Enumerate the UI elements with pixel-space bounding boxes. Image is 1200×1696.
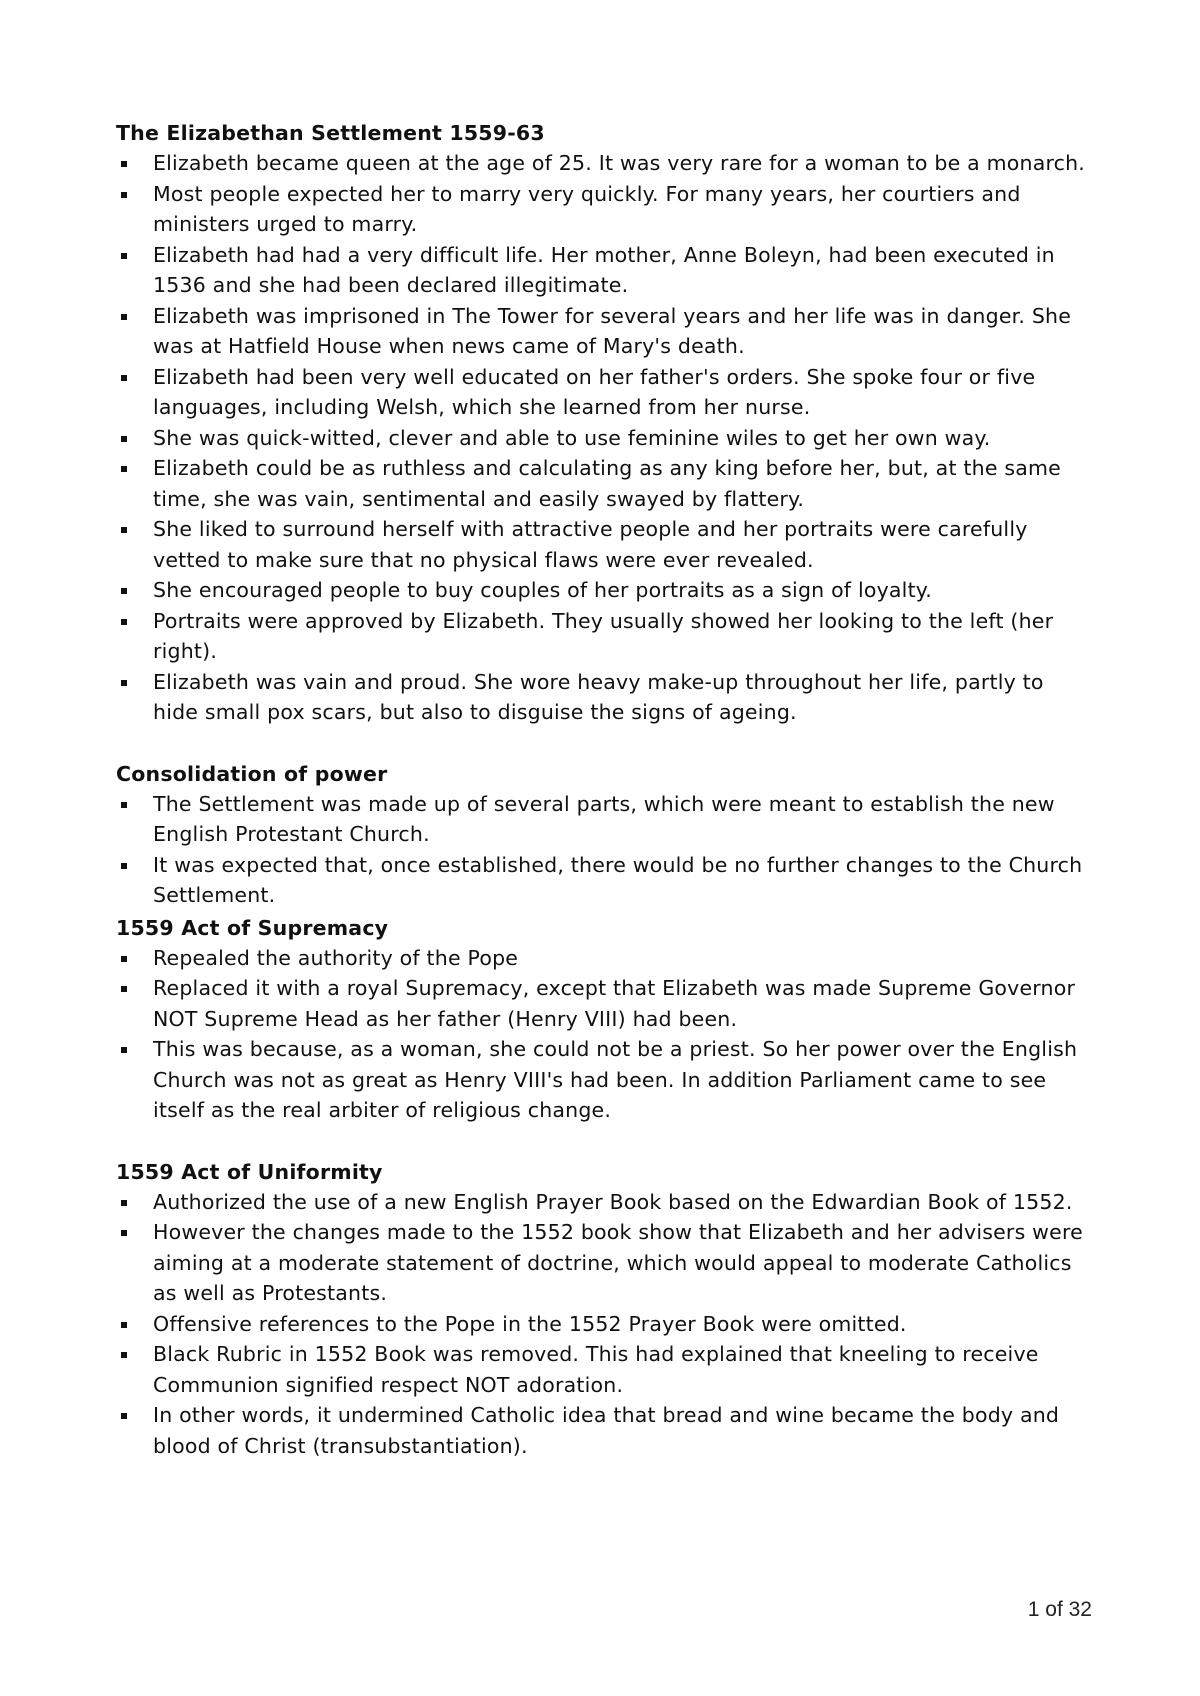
section-elizabethan-settlement xyxy=(116,118,1086,728)
list-item-text: Black Rubric in 1552 Book was removed. This had explained that kneeling to receive Communion signified respect NOT adoration. xyxy=(153,1342,1039,1397)
list-item-text: Replaced it with a royal Supremacy, except that Elizabeth was made Supreme Governor NOT Supreme Head as her father (Henry VIII) had been. xyxy=(153,976,1076,1031)
list-item-text: She encouraged people to buy couples of her portraits as a sign of loyalty. xyxy=(153,578,932,602)
square-bullet-icon xyxy=(121,253,127,259)
square-bullet-icon xyxy=(121,863,127,869)
list-item-text: Elizabeth had been very well educated on her father's orders. She spoke four or five languages, including Welsh, which she learned from her nurse. xyxy=(153,364,1036,419)
section-heading: The Elizabethan Settlement 1559-63 xyxy=(116,121,545,145)
bullet-list xyxy=(116,148,1086,728)
list-item xyxy=(116,606,1086,667)
list-item-text: Elizabeth was imprisoned in The Tower for several years and her life was in danger. She was at Hatfield House when news came of Mary's death. xyxy=(153,303,1072,358)
list-item xyxy=(116,423,1086,454)
list-item xyxy=(116,301,1086,362)
list-item-text: This was because, as a woman, she could not be a priest. So her power over the English Church was not as great as Henry VIII's had been. In addition Parliament came to see itself as the real arbiter of religious change. xyxy=(153,1037,1078,1122)
list-item xyxy=(116,1217,1086,1309)
square-bullet-icon xyxy=(121,1413,127,1419)
square-bullet-icon xyxy=(121,956,127,962)
square-bullet-icon xyxy=(121,436,127,442)
square-bullet-icon xyxy=(121,161,127,167)
list-item-text: Repealed the authority of the Pope xyxy=(153,945,519,970)
square-bullet-icon xyxy=(121,314,127,320)
square-bullet-icon xyxy=(121,680,127,686)
list-item xyxy=(116,453,1086,514)
list-item-text: Authorized the use of a new English Prayer Book based on the Edwardian Book of 1552. xyxy=(153,1189,1073,1214)
square-bullet-icon xyxy=(121,1047,127,1053)
spacer xyxy=(116,1126,1086,1157)
list-item xyxy=(116,148,1086,179)
square-bullet-icon xyxy=(121,1322,127,1328)
list-item-text: However the changes made to the 1552 book show that Elizabeth and her advisers were aiming at a moderate statement of doctrine, which would appeal to moderate Catholics as well as Protestants. xyxy=(153,1220,1083,1305)
list-item-text: Most people expected her to marry very quickly. For many years, her courtiers and ministers urged to marry. xyxy=(153,181,1021,236)
square-bullet-icon xyxy=(121,192,127,198)
square-bullet-icon xyxy=(121,1230,127,1236)
list-item xyxy=(116,240,1086,301)
list-item-text: She liked to surround herself with attractive people and her portraits were carefully vetted to make sure that no physical flaws were ever revealed. xyxy=(153,517,1028,572)
list-item xyxy=(116,1339,1086,1400)
page-number: 1 of 32 xyxy=(1027,1598,1092,1621)
list-item xyxy=(116,1309,1086,1340)
square-bullet-icon xyxy=(121,802,127,808)
square-bullet-icon xyxy=(121,527,127,533)
square-bullet-icon xyxy=(121,1352,127,1358)
list-item xyxy=(116,973,1086,1034)
section-heading: 1559 Act of Uniformity xyxy=(116,1159,383,1184)
section-act-of-supremacy xyxy=(116,913,1086,1126)
section-consolidation-of-power xyxy=(116,759,1086,911)
square-bullet-icon xyxy=(121,466,127,472)
square-bullet-icon xyxy=(121,588,127,594)
document-body xyxy=(116,118,1086,1461)
list-item xyxy=(116,943,1086,974)
list-item-text: Elizabeth became queen at the age of 25. It was very rare for a woman to be a monarch. xyxy=(153,151,1086,175)
spacer xyxy=(116,728,1086,759)
list-item xyxy=(116,1034,1086,1126)
square-bullet-icon xyxy=(121,986,127,992)
list-item-text: Elizabeth could be as ruthless and calculating as any king before her, but, at the same time, she was vain, sentimental and easily swayed by flattery. xyxy=(153,456,1061,511)
bullet-list xyxy=(116,789,1086,911)
list-item-text: Portraits were approved by Elizabeth. They usually showed her looking to the left (her right). xyxy=(153,608,1054,663)
list-item xyxy=(116,362,1086,423)
list-item xyxy=(116,850,1086,911)
list-item-text: In other words, it undermined Catholic idea that bread and wine became the body and blood of Christ (transubstantiation). xyxy=(153,1403,1060,1458)
list-item xyxy=(116,1187,1086,1218)
list-item-text: She was quick-witted, clever and able to use feminine wiles to get her own way. xyxy=(153,425,991,450)
square-bullet-icon xyxy=(121,375,127,381)
list-item-text: Offensive references to the Pope in the 1552 Prayer Book were omitted. xyxy=(153,1311,907,1336)
list-item-text: Elizabeth had had a very difficult life. Her mother, Anne Boleyn, had been executed in 1536 and she had been declared illegitimate. xyxy=(153,242,1055,297)
list-item-text: It was expected that, once established, there would be no further changes to the Church Settlement. xyxy=(153,852,1083,907)
bullet-list xyxy=(116,1187,1086,1462)
list-item xyxy=(116,1400,1086,1461)
bullet-list xyxy=(116,943,1086,1126)
list-item xyxy=(116,514,1086,575)
list-item xyxy=(116,179,1086,240)
section-heading: 1559 Act of Supremacy xyxy=(116,915,389,940)
list-item-text: The Settlement was made up of several parts, which were meant to establish the new English Protestant Church. xyxy=(153,791,1055,846)
section-act-of-uniformity xyxy=(116,1157,1086,1462)
section-heading: Consolidation of power xyxy=(116,761,388,786)
list-item xyxy=(116,667,1086,728)
list-item xyxy=(116,789,1086,850)
square-bullet-icon xyxy=(121,1200,127,1206)
square-bullet-icon xyxy=(121,619,127,625)
list-item-text: Elizabeth was vain and proud. She wore heavy make-up throughout her life, partly to hide small pox scars, but also to disguise the signs of ageing. xyxy=(153,669,1044,724)
list-item xyxy=(116,575,1086,606)
